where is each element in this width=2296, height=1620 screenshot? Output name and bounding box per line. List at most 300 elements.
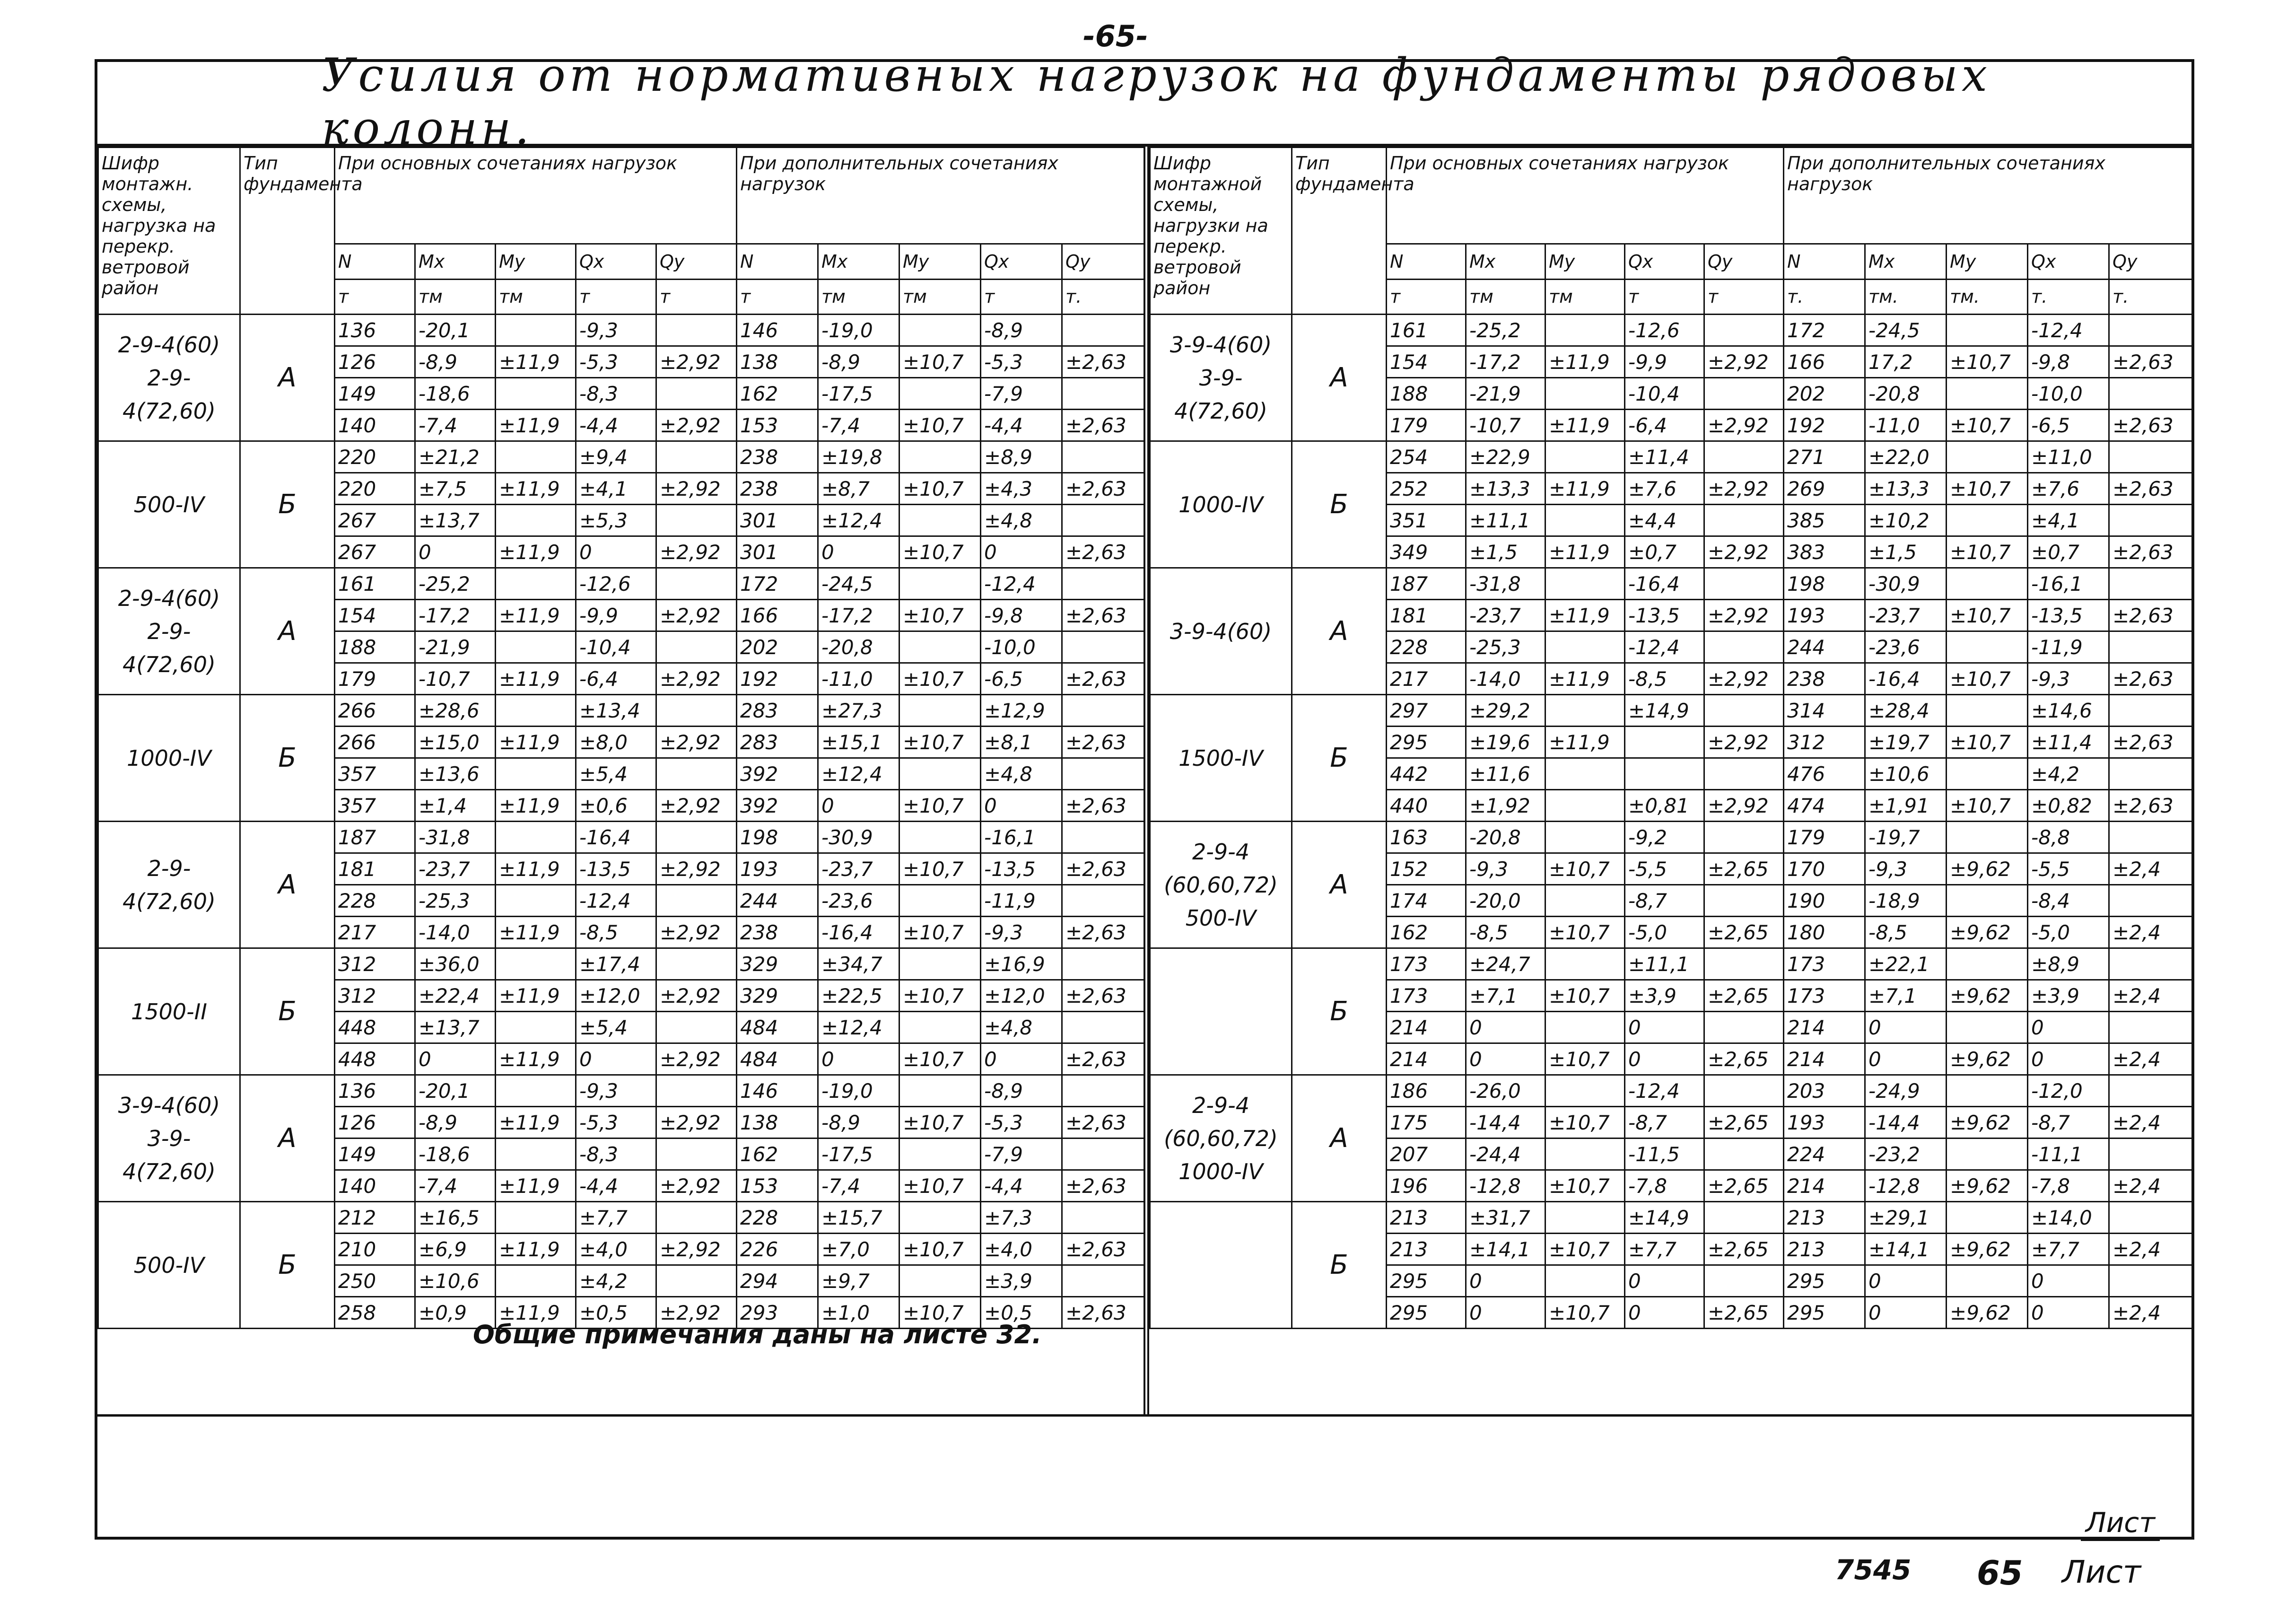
table-cell: -7,9 (981, 1138, 1062, 1170)
table-cell: 269 (1784, 473, 1865, 505)
table-cell: ±2,63 (1062, 980, 1144, 1012)
table-cell: 283 (737, 727, 818, 758)
table-cell (1704, 695, 1784, 727)
table-cell: ±2,65 (1704, 1107, 1784, 1138)
table-cell (1545, 885, 1625, 917)
table-cell (1704, 315, 1784, 346)
table-cell: 385 (1784, 505, 1865, 536)
table-cell: 0 (2028, 1012, 2109, 1043)
table-cell (656, 378, 737, 410)
table-cell: -4,4 (576, 410, 656, 441)
table-cell: 179 (335, 663, 415, 695)
table-cell (1545, 1012, 1625, 1043)
table-cell: 228 (1387, 631, 1466, 663)
load-district: 1000-IV (1179, 1158, 1263, 1184)
table-cell: ±2,92 (1704, 663, 1784, 695)
table-cell: ±13,3 (1466, 473, 1545, 505)
unit-header-left-main-0: т (335, 279, 415, 314)
table-cell: ±5,4 (576, 1012, 656, 1043)
table-cell: ±0,5 (981, 1297, 1062, 1329)
table-cell: -9,9 (1625, 346, 1704, 378)
table-cell: ±2,92 (656, 346, 737, 378)
table-cell: ±31,7 (1466, 1202, 1545, 1234)
table-cell (1545, 631, 1625, 663)
table-cell: 476 (1784, 758, 1865, 790)
table-cell: 0 (2028, 1043, 2109, 1075)
table-cell: -9,9 (576, 600, 656, 631)
table-cell (1545, 758, 1625, 790)
table-cell: -4,4 (981, 1170, 1062, 1202)
table-cell: ±4,8 (981, 1012, 1062, 1043)
table-cell: ±2,92 (656, 1170, 737, 1202)
table-row (98, 948, 1144, 980)
table-cell: 295 (1784, 1297, 1865, 1329)
table-cell (656, 631, 737, 663)
table-cell: ±11,9 (496, 1043, 576, 1075)
table-cell: -8,8 (2028, 822, 2109, 853)
unit-header-left-main-1: тм (415, 279, 496, 314)
table-cell: ±10,7 (899, 346, 981, 378)
table-cell: ±2,4 (2109, 980, 2192, 1012)
table-cell: ±10,7 (899, 1297, 981, 1329)
table-cell: ±13,3 (1865, 473, 1947, 505)
table-cell: ±2,4 (2109, 1043, 2192, 1075)
table-cell (899, 1138, 981, 1170)
table-cell: ±2,63 (1062, 346, 1144, 378)
table-cell (1545, 568, 1625, 600)
table-cell: -12,6 (576, 568, 656, 600)
table-cell: -10,0 (981, 631, 1062, 663)
table-cell: ±2,92 (656, 917, 737, 948)
foundation-type: Б (1292, 1202, 1387, 1329)
table-cell (1545, 1075, 1625, 1107)
table-cell: 187 (1387, 568, 1466, 600)
table-cell: ±7,3 (981, 1202, 1062, 1234)
table-cell: ±10,7 (1545, 917, 1625, 948)
table-cell: -12,4 (2028, 315, 2109, 346)
table-cell (656, 1265, 737, 1297)
table-cell: 152 (1387, 853, 1466, 885)
table-cell (899, 948, 981, 980)
table-row (1150, 441, 2192, 473)
table-cell: ±9,4 (576, 441, 656, 473)
table-cell: ±14,6 (2028, 695, 2109, 727)
foundation-type: А (1292, 568, 1387, 695)
table-cell: ±11,9 (496, 727, 576, 758)
table-cell: -20,0 (1466, 885, 1545, 917)
table-cell (1947, 1265, 2028, 1297)
table-cell: 312 (1784, 727, 1865, 758)
table-cell: -8,7 (1625, 1107, 1704, 1138)
table-cell: 217 (335, 917, 415, 948)
table-cell (1062, 1202, 1144, 1234)
table-cell: ±19,6 (1466, 727, 1545, 758)
table-cell: ±2,4 (2109, 1107, 2192, 1138)
table-cell (656, 758, 737, 790)
table-cell: -8,5 (1466, 917, 1545, 948)
table-cell: ±2,65 (1704, 980, 1784, 1012)
table-cell: 448 (335, 1043, 415, 1075)
table-cell (656, 885, 737, 917)
table-cell: ±3,9 (981, 1265, 1062, 1297)
table-cell: ±12,4 (818, 758, 899, 790)
table-cell: 0 (981, 536, 1062, 568)
table-cell: 173 (1784, 980, 1865, 1012)
table-row (98, 1075, 1144, 1107)
table-cell: 149 (335, 378, 415, 410)
table-cell: ±2,4 (2109, 1234, 2192, 1265)
table-cell (1947, 822, 2028, 853)
header-code: Шифр монтажн. схемы, нагрузка на перекр. ветровой район (98, 148, 240, 315)
table-cell (1062, 315, 1144, 346)
table-cell: 207 (1387, 1138, 1466, 1170)
table-cell: -20,1 (415, 1075, 496, 1107)
table-cell (1947, 948, 2028, 980)
table-cell: ±0,81 (1625, 790, 1704, 822)
table-cell: 351 (1387, 505, 1466, 536)
table-cell (1947, 378, 2028, 410)
table-cell (1947, 1138, 2028, 1170)
table-cell: 170 (1784, 853, 1865, 885)
table-cell: -23,7 (415, 853, 496, 885)
load-district: 1500-IV (1179, 745, 1263, 771)
table-cell: ±22,4 (415, 980, 496, 1012)
scheme-code: 2-9-4(60) (118, 332, 220, 358)
table-cell: 162 (737, 378, 818, 410)
table-cell: 136 (335, 315, 415, 346)
foundation-type: А (240, 822, 335, 948)
foundation-type: Б (240, 441, 335, 568)
table-cell: ±10,6 (1865, 758, 1947, 790)
foundation-type: Б (240, 1202, 335, 1329)
table-cell: 0 (415, 1043, 496, 1075)
column-header-left-extra-0: N (737, 244, 818, 279)
table-cell: ±2,63 (2109, 663, 2192, 695)
table-cell: ±10,7 (899, 473, 981, 505)
table-cell: 238 (1784, 663, 1865, 695)
unit-header-right-main-4: т (1704, 279, 1784, 314)
table-cell: -9,3 (1865, 853, 1947, 885)
table-cell: ±10,7 (899, 536, 981, 568)
table-cell: -17,2 (818, 600, 899, 631)
table-cell: -7,4 (415, 410, 496, 441)
table-cell: 448 (335, 1012, 415, 1043)
table-cell: -8,3 (576, 1138, 656, 1170)
scheme-code: 3-9-4(72,60) (1174, 365, 1267, 424)
table-cell: -12,8 (1466, 1170, 1545, 1202)
table-cell: -9,3 (1466, 853, 1545, 885)
table-cell: 0 (1865, 1012, 1947, 1043)
table-cell: -8,4 (2028, 885, 2109, 917)
table-cell: ±12,4 (818, 1012, 899, 1043)
column-header-right-extra-3: Qx (2028, 244, 2109, 279)
table-cell: ±4,1 (2028, 505, 2109, 536)
table-cell: ±4,0 (576, 1234, 656, 1265)
table-cell: -10,0 (2028, 378, 2109, 410)
unit-header-left-extra-0: т (737, 279, 818, 314)
table-cell: 190 (1784, 885, 1865, 917)
table-cell: -7,8 (2028, 1170, 2109, 1202)
table-cell (1545, 505, 1625, 536)
table-cell (2109, 1202, 2192, 1234)
scheme-code: 3-9-4(72,60) (122, 1125, 216, 1184)
table-cell (2109, 568, 2192, 600)
table-cell: -5,3 (981, 1107, 1062, 1138)
table-cell: ±10,7 (1545, 1043, 1625, 1075)
table-divider (1144, 147, 1149, 1414)
table-cell (1947, 1202, 2028, 1234)
table-cell: 228 (335, 885, 415, 917)
table-cell: ±11,9 (496, 1234, 576, 1265)
column-header-left-extra-2: My (899, 244, 981, 279)
table-cell: 238 (737, 441, 818, 473)
table-cell: ±11,9 (496, 600, 576, 631)
table-cell: ±12,4 (818, 505, 899, 536)
table-cell (1062, 758, 1144, 790)
table-cell: ±11,1 (1466, 505, 1545, 536)
table-cell: ±15,7 (818, 1202, 899, 1234)
table-cell (2109, 1138, 2192, 1170)
unit-header-right-main-1: тм (1466, 279, 1545, 314)
foundation-type: Б (240, 948, 335, 1075)
table-cell: ±4,0 (981, 1234, 1062, 1265)
table-cell (1625, 758, 1704, 790)
table-cell: 0 (981, 1043, 1062, 1075)
table-cell: ±2,63 (1062, 1170, 1144, 1202)
table-cell: ±2,65 (1704, 1170, 1784, 1202)
table-cell (496, 631, 576, 663)
table-cell: -18,6 (415, 1138, 496, 1170)
table-cell (496, 441, 576, 473)
table-row (98, 315, 1144, 346)
table-cell: ±11,9 (1545, 536, 1625, 568)
table-cell (1704, 1138, 1784, 1170)
table-cell (1947, 441, 2028, 473)
table-cell: 186 (1387, 1075, 1466, 1107)
table-cell: ±11,9 (496, 853, 576, 885)
table-cell (1704, 378, 1784, 410)
table-cell: -12,4 (576, 885, 656, 917)
table-cell: -8,9 (981, 315, 1062, 346)
table-cell: -20,8 (1865, 378, 1947, 410)
table-cell: -25,3 (1466, 631, 1545, 663)
table-cell: 136 (335, 1075, 415, 1107)
table-cell: -7,4 (818, 1170, 899, 1202)
table-cell: -23,6 (1865, 631, 1947, 663)
table-cell: ±2,92 (656, 663, 737, 695)
table-cell: ±11,9 (496, 536, 576, 568)
table-cell: ±16,5 (415, 1202, 496, 1234)
table-cell (2109, 441, 2192, 473)
table-cell: ±22,5 (818, 980, 899, 1012)
unit-header-right-extra-2: тм. (1947, 279, 2028, 314)
table-cell (1704, 885, 1784, 917)
column-header-right-main-0: N (1387, 244, 1466, 279)
table-cell: 166 (737, 600, 818, 631)
scheme-code-cell (1150, 948, 1292, 1075)
table-cell: 138 (737, 1107, 818, 1138)
table-cell: -9,8 (2028, 346, 2109, 378)
table-cell: ±13,6 (415, 758, 496, 790)
table-cell: ±24,7 (1466, 948, 1545, 980)
table-cell: ±13,7 (415, 1012, 496, 1043)
scheme-code-cell (1150, 695, 1292, 822)
table-cell: -5,3 (576, 346, 656, 378)
header-main: При основных сочетаниях нагрузок (335, 148, 737, 244)
scheme-code: (60,60,72) (1164, 872, 1278, 898)
table-cell (899, 441, 981, 473)
table-cell (1625, 727, 1704, 758)
table-cell (656, 505, 737, 536)
table-cell: 224 (1784, 1138, 1865, 1170)
table-cell (1062, 822, 1144, 853)
table-cell: ±10,7 (899, 663, 981, 695)
table-cell: -10,4 (1625, 378, 1704, 410)
table-cell (656, 1202, 737, 1234)
table-cell (1062, 568, 1144, 600)
table-cell: 442 (1387, 758, 1466, 790)
table-cell (1704, 758, 1784, 790)
load-district: 1000-IV (127, 745, 211, 771)
table-cell: ±8,0 (576, 727, 656, 758)
table-cell: ±2,65 (1704, 1234, 1784, 1265)
table-cell: -5,0 (1625, 917, 1704, 948)
table-cell: ±14,1 (1466, 1234, 1545, 1265)
table-row (98, 695, 1144, 727)
table-cell: ±2,63 (2109, 536, 2192, 568)
table-cell: ±12,0 (576, 980, 656, 1012)
table-cell: ±10,7 (899, 1107, 981, 1138)
unit-header-right-main-3: т (1625, 279, 1704, 314)
table-cell: -21,9 (415, 631, 496, 663)
table-cell: -8,7 (2028, 1107, 2109, 1138)
table-cell: ±2,92 (656, 727, 737, 758)
table-cell: -7,8 (1625, 1170, 1704, 1202)
table-cell (1062, 631, 1144, 663)
table-cell: ±22,0 (1865, 441, 1947, 473)
table-cell: 212 (335, 1202, 415, 1234)
table-cell: ±2,92 (656, 1234, 737, 1265)
scheme-code: 2-9-4 (1192, 1092, 1249, 1118)
table-cell: -12,6 (1625, 315, 1704, 346)
table-cell: 301 (737, 505, 818, 536)
unit-header-left-extra-4: т. (1062, 279, 1144, 314)
table-cell: -11,9 (981, 885, 1062, 917)
table-cell (1062, 1012, 1144, 1043)
table-cell (1704, 568, 1784, 600)
table-cell: ±4,4 (1625, 505, 1704, 536)
table-cell: -10,4 (576, 631, 656, 663)
table-cell: ±28,6 (415, 695, 496, 727)
table-cell: -5,5 (1625, 853, 1704, 885)
table-cell: 187 (335, 822, 415, 853)
table-cell: -9,8 (981, 600, 1062, 631)
table-cell (656, 948, 737, 980)
table-cell: ±0,7 (1625, 536, 1704, 568)
table-cell: 163 (1387, 822, 1466, 853)
table-cell: ±9,62 (1947, 1297, 2028, 1329)
table-cell: ±7,1 (1865, 980, 1947, 1012)
table-cell: ±4,8 (981, 758, 1062, 790)
table-cell (496, 822, 576, 853)
column-header-left-extra-3: Qx (981, 244, 1062, 279)
table-cell (1947, 695, 2028, 727)
column-header-right-main-1: Mx (1466, 244, 1545, 279)
table-cell: 198 (737, 822, 818, 853)
table-cell (899, 758, 981, 790)
table-cell: 244 (737, 885, 818, 917)
table-cell (899, 1075, 981, 1107)
table-cell (496, 948, 576, 980)
table-cell: 188 (1387, 378, 1466, 410)
table-cell: 203 (1784, 1075, 1865, 1107)
table-cell: ±7,5 (415, 473, 496, 505)
table-row (98, 441, 1144, 473)
table-cell (1062, 1075, 1144, 1107)
table-cell: ±2,63 (2109, 727, 2192, 758)
table-cell: 484 (737, 1043, 818, 1075)
table-cell: 217 (1387, 663, 1466, 695)
table-cell: -16,4 (1625, 568, 1704, 600)
table-cell: -8,9 (981, 1075, 1062, 1107)
table-cell: 0 (818, 1043, 899, 1075)
table-cell: ±2,92 (656, 600, 737, 631)
table-cell: -4,4 (981, 410, 1062, 441)
table-cell: ±7,7 (2028, 1234, 2109, 1265)
table-cell: ±10,6 (415, 1265, 496, 1297)
table-cell: ±4,1 (576, 473, 656, 505)
unit-header-left-main-3: т (576, 279, 656, 314)
table-cell: -13,5 (981, 853, 1062, 885)
table-cell: ±9,7 (818, 1265, 899, 1297)
table-cell: ±2,92 (656, 536, 737, 568)
table-cell: ±11,9 (496, 917, 576, 948)
load-district: 1500-II (131, 998, 207, 1025)
table-cell: 161 (1387, 315, 1466, 346)
table-cell: ±10,7 (899, 1043, 981, 1075)
table-cell (899, 1012, 981, 1043)
table-cell: ±0,82 (2028, 790, 2109, 822)
table-cell: ±6,9 (415, 1234, 496, 1265)
table-cell (496, 315, 576, 346)
table-cell: ±11,6 (1466, 758, 1545, 790)
header-code-right: Шифр монтажной схемы, нагрузки на перекр. ветровой район (1150, 148, 1292, 315)
table-cell (1704, 1265, 1784, 1297)
table-cell: ±2,63 (2109, 790, 2192, 822)
foundation-type: Б (1292, 441, 1387, 568)
table-cell: -12,0 (2028, 1075, 2109, 1107)
foundation-type: А (1292, 822, 1387, 948)
table-cell: ±2,92 (1704, 346, 1784, 378)
table-cell: 244 (1784, 631, 1865, 663)
table-cell: ±36,0 (415, 948, 496, 980)
table-row (1150, 948, 2192, 980)
table-cell (1062, 1265, 1144, 1297)
table-cell: -11,5 (1625, 1138, 1704, 1170)
table-cell (1545, 315, 1625, 346)
table-cell: ±0,7 (2028, 536, 2109, 568)
forces-table-left (97, 147, 1145, 1329)
scheme-code-cell (1150, 315, 1292, 441)
sheet-label: Лист (2062, 1554, 2141, 1590)
table-cell: 312 (335, 980, 415, 1012)
table-cell (656, 1075, 737, 1107)
table-cell: -8,5 (1625, 663, 1704, 695)
foundation-type: А (240, 568, 335, 695)
table-cell: ±0,5 (576, 1297, 656, 1329)
frame-bottom-line (95, 1414, 2194, 1417)
table-cell: 220 (335, 441, 415, 473)
